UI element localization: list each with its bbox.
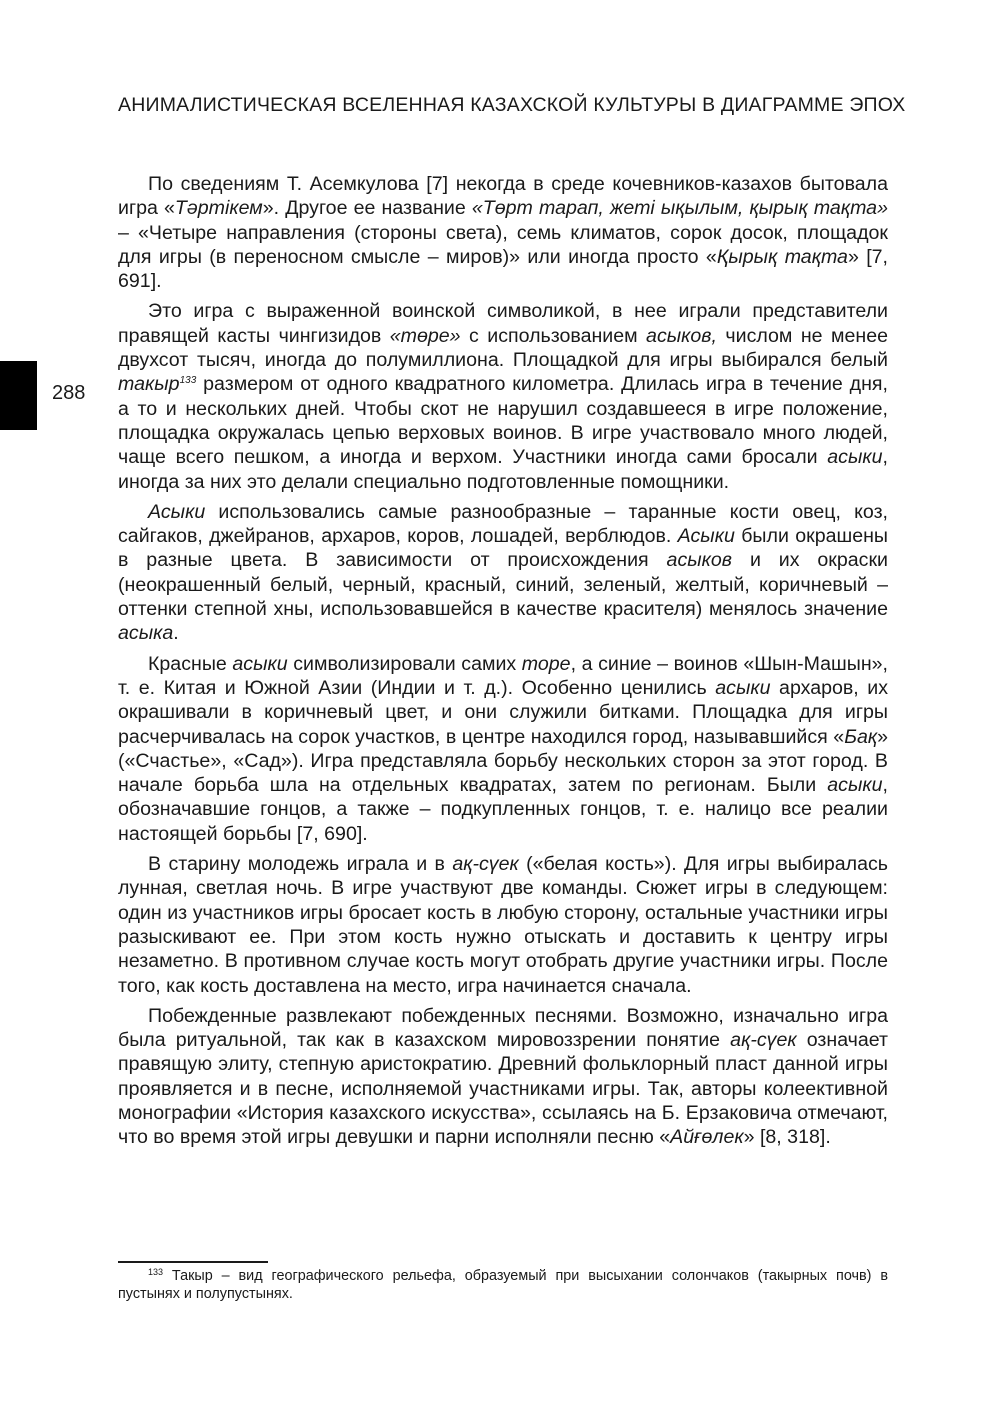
paragraph-2: Это игра с выраженной воинской символикой, в нее играли представители правящей касты чингизидов «төре» с использованием асыков, числом не менее двухсот тысяч, иногда до полумиллиона. Площадкой для игры выбирался белый такыр$^{133}$ размером от одного квадратного километра. Длилась игра в течение дня, а то и нескольких дней. Чтобы скот не нарушил создавшееся в игре положение, площадка окружалась цепью верховых воинов. В игре участвовало много людей, чаще всего пешком, а иногда и верхом. Участники иногда сами бросали асыки, иногда за них это делали специально подготовленные помощники. bbox=[118, 300, 888, 493]
footnote-text: Такыр – вид географического рельефа, образуемый при высыхании солончаков (такырных почв) в пустынях и полупустынях. bbox=[118, 1268, 888, 1302]
footnote-number: 133 bbox=[148, 1267, 164, 1277]
footnote-133 bbox=[118, 1267, 888, 1303]
paragraph-5: В старину молодежь играла и в ақ-сүек («белая кость»). Для игры выбиралась лунная, светлая ночь. В игре участвуют две команды. Сюжет игры в следующем: один из участников игры бросает кость в любую сторону, остальные участники игры разыскивают ее. При этом кость нужно отыскать и доставить к центру игры незаметно. В противном случае кость могут отобрать другие участники игры. После того, как кость доставлена на место, игра начинается сначала. bbox=[118, 853, 888, 997]
chapter-edge-tab bbox=[0, 361, 37, 430]
footnote-separator bbox=[118, 1261, 268, 1263]
paragraph-3: Асыки использовались самые разнообразные – таранные кости овец, коз, сайгаков, джейранов, архаров, коров, лошадей, верблюдов. Асыки были окрашены в разные цвета. В зависимости от происхождения асыков и их окраски (неокрашенный белый, черный, красный, синий, зеленый, желтый, коричневый – оттенки степной хны, использовавшейся в качестве красителя) менялось значение асыка. bbox=[118, 500, 889, 645]
paragraph-4: Красные асыки символизировали самих торе, а синие – воинов «Шын-Машын», т. е. Китая и Южной Азии (Индии и т. д.). Особенно ценились асыки архаров, их окрашивали в коричневый цвет, и они служили битками. Площадка для игры расчерчивалась на сорок участков, в центре находился город, называвшийся «Бақ» («Счастье», «Сад»). Игра представляла борьбу нескольких сторон за этот город. В начале борьба шла на отдельных квадратах, затем по регионам. Были асыки, обозначавшие гонцов, а также – подкупленных гонцов, т. е. налицо все реалии настоящей борьбы [7, 690]. bbox=[118, 652, 889, 845]
footnote-ref-133[interactable]: 133 bbox=[179, 375, 197, 387]
page-number: 288 bbox=[52, 382, 86, 404]
paragraph-1: По сведениям Т. Асемкулова [7] некогда в среде кочевников-казахов бытовала игра «Тәртікем». Другое ее название «Төрт тарап, жеті ықылым, қырық тақта» – «Четыре направления (стороны света), семь климатов, сорок досок, площадок для игры (в переносном смысле – миров)» или иногда просто «Қырық тақта» [7, 691]. bbox=[118, 173, 888, 293]
body-text bbox=[118, 172, 888, 1156]
running-header: АНИМАЛИСТИЧЕСКАЯ ВСЕЛЕННАЯ КАЗАХСКОЙ КУЛЬТУРЫ В ДИАГРАММЕ ЭПОХ bbox=[118, 94, 906, 116]
paragraph-6: Побежденные развлекают побежденных песнями. Возможно, изначально игра была ритуальной, так как в казахском мировоззрении понятие ақ-сүек означает правящую элиту, степную аристократию. Древний фольклорный пласт данной игры проявляется и в песне, исполняемой участниками игры. Так, авторы колеективной монографии «История казахского искусства», ссылаясь на Б. Ерзаковича отмечают, что во время этой игры девушки и парни исполняли песню «Айғөлек» [8, 318]. bbox=[118, 1004, 888, 1149]
